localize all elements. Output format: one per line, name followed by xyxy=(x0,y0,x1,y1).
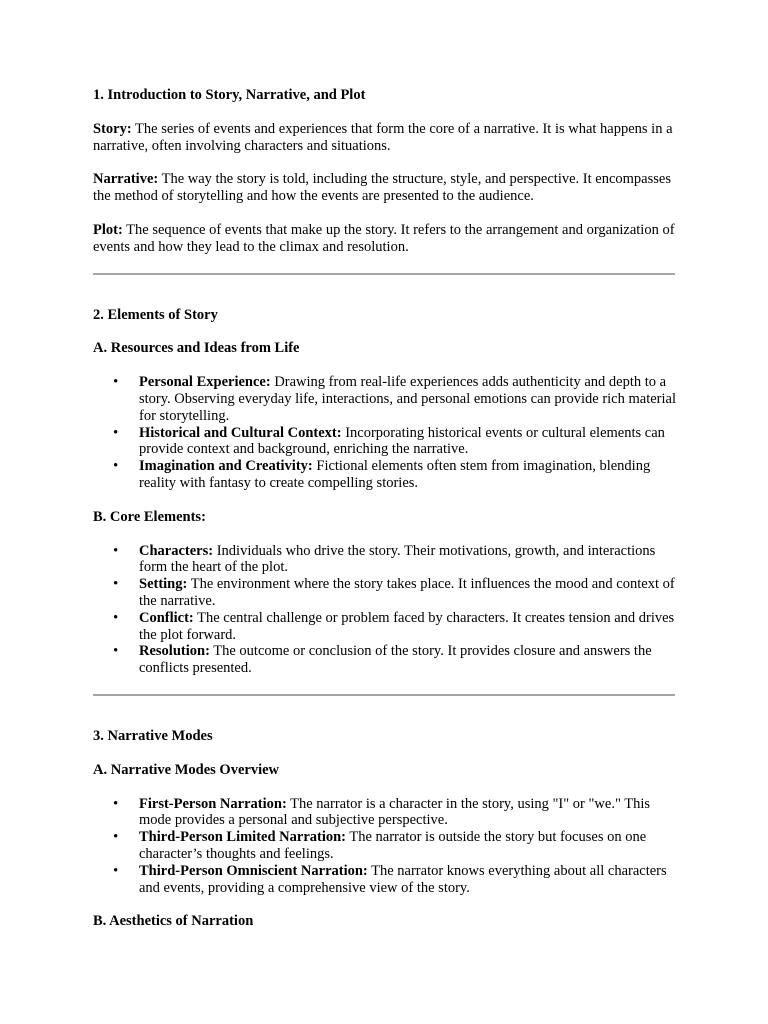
list-item-term: Imagination and Creativity: xyxy=(139,458,313,475)
list-item xyxy=(93,796,683,830)
list-item-term: Characters: xyxy=(139,542,214,559)
divider-1 xyxy=(93,273,675,275)
section-2b-heading: B. Core Elements: xyxy=(93,508,206,525)
list-item-text: The environment where the story takes place. It influences the mood and context of the narrative. xyxy=(139,576,675,609)
definition-narrative xyxy=(93,171,683,205)
list-item xyxy=(93,458,683,492)
list-item-text: The narrator knows everything about all characters and events, providing a comprehensive view of the story. xyxy=(139,862,667,896)
divider-2 xyxy=(93,694,675,696)
term-story: Story: xyxy=(93,120,132,137)
section-2-heading: 2. Elements of Story xyxy=(93,306,218,323)
list-item-text: The narrator is outside the story but focuses on one character’s thoughts and feelings. xyxy=(139,829,647,862)
definition-plot-text: The sequence of events that make up the story. It refers to the arrangement and organization of events and how they lead to the climax and resolution. xyxy=(93,221,675,255)
list-item-term: Conflict: xyxy=(139,609,194,626)
list-item xyxy=(93,543,683,577)
list-item-text: Fictional elements often stem from imagination, blending reality with fantasy to create compelling stories. xyxy=(139,458,651,491)
list-item xyxy=(93,643,683,677)
list-item-term: Historical and Cultural Context: xyxy=(139,424,342,441)
list-item xyxy=(93,610,683,644)
resources-list xyxy=(93,374,683,492)
section-3b-heading: B. Aesthetics of Narration xyxy=(93,913,254,930)
document-content xyxy=(93,87,683,930)
list-item-text: Drawing from real-life experiences adds authenticity and depth to a story. Observing everyday life, interactions, and personal emotions can provide rich material for storytelling. xyxy=(139,374,676,424)
list-item-text: The narrator is a character in the story, using "I" or "we." This mode provides a personal and subjective perspective. xyxy=(139,795,651,829)
list-item xyxy=(93,863,683,897)
section-3-heading: 3. Narrative Modes xyxy=(93,727,213,744)
section-2a-heading: A. Resources and Ideas from Life xyxy=(93,340,300,357)
list-item xyxy=(93,829,683,863)
definition-story-text: The series of events and experiences that form the core of a narrative. It is what happens in a narrative, often involving characters and situations. xyxy=(93,120,673,154)
definition-plot xyxy=(93,222,683,256)
list-item-term: Personal Experience: xyxy=(139,374,271,391)
section-1-heading: 1. Introduction to Story, Narrative, and Plot xyxy=(93,87,366,103)
list-item-term: Resolution: xyxy=(139,643,210,660)
list-item-term: Third-Person Limited Narration: xyxy=(139,829,347,846)
list-item-text: Incorporating historical events or cultural elements can provide context and background, enriching the narrative. xyxy=(139,424,665,458)
term-plot: Plot: xyxy=(93,221,123,238)
list-item-text: Individuals who drive the story. Their motivations, growth, and interactions form the heart of the plot. xyxy=(139,542,656,576)
core-elements-list xyxy=(93,543,683,677)
list-item-text: The central challenge or problem faced by characters. It creates tension and drives the plot forward. xyxy=(139,609,675,643)
list-item-term: First-Person Narration: xyxy=(139,795,287,812)
list-item-term: Third-Person Omniscient Narration: xyxy=(139,862,368,879)
list-item xyxy=(93,425,683,459)
list-item xyxy=(93,374,683,424)
list-item xyxy=(93,576,683,610)
term-narrative: Narrative: xyxy=(93,171,159,188)
narrative-modes-list xyxy=(93,796,683,897)
list-item-term: Setting: xyxy=(139,576,188,593)
definition-narrative-text: The way the story is told, including the structure, style, and perspective. It encompasses the method of storytelling and how the events are presented to the audience. xyxy=(93,171,671,205)
section-3a-heading: A. Narrative Modes Overview xyxy=(93,761,280,778)
definition-story xyxy=(93,121,683,155)
list-item-text: The outcome or conclusion of the story. It provides closure and answers the conflicts presented. xyxy=(139,643,652,677)
